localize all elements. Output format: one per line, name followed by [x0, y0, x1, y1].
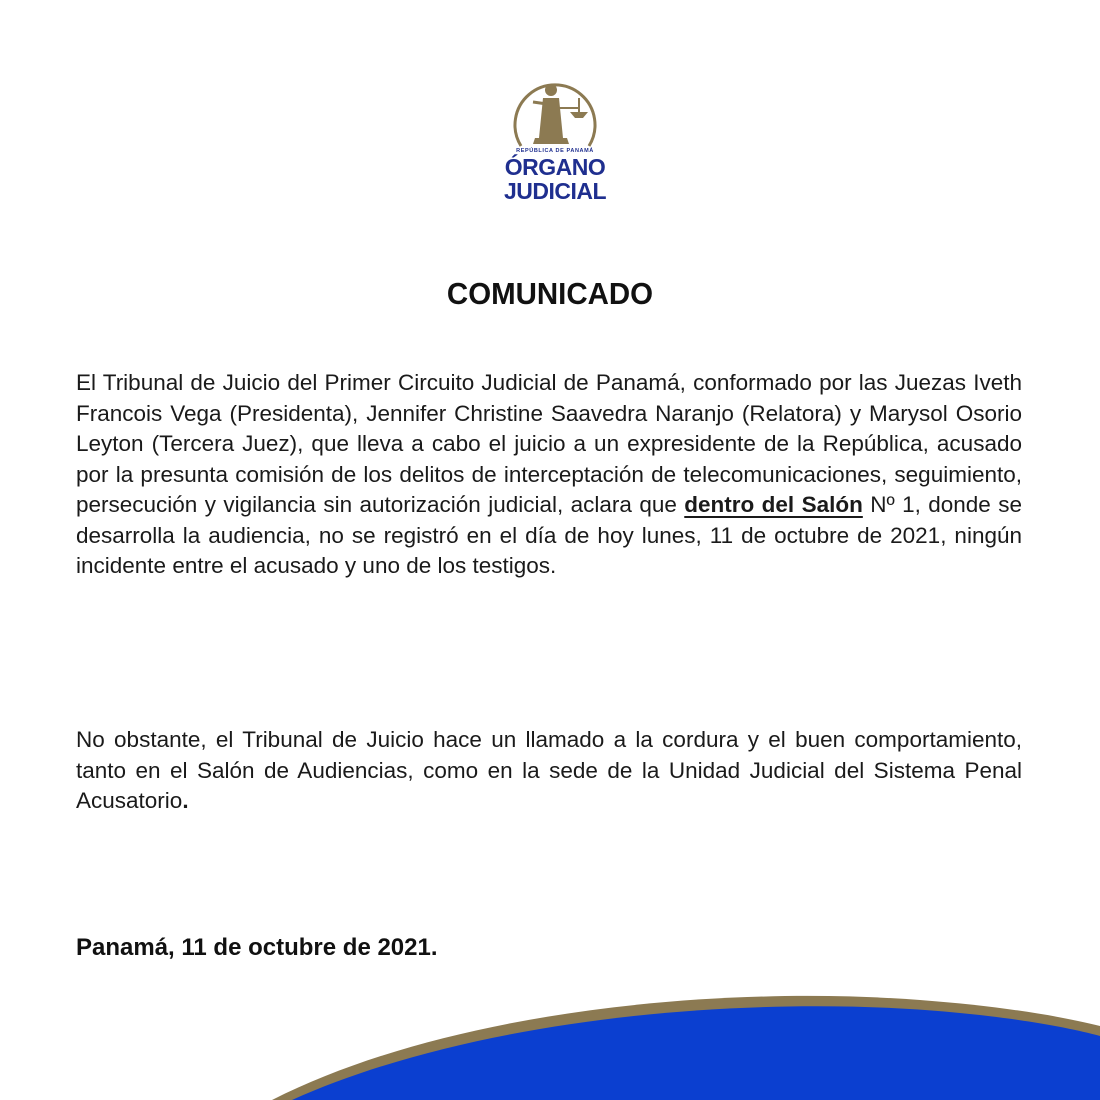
justice-emblem-icon	[507, 68, 603, 152]
logo-republic-text: REPÚBLICA DE PANAMÁ	[516, 148, 594, 154]
paragraph-2-end: .	[182, 788, 189, 813]
paragraph-1-text-end: Nº 1, donde se desarrolla la audiencia, no se registró en el día de hoy lunes, 11 de octubre de 2021, ningún incidente entre el acusado y uno de los testigos.	[76, 492, 1022, 578]
body-paragraph-2	[76, 725, 1022, 817]
logo-line-judicial: JUDICIAL	[503, 178, 607, 204]
paragraph-2-text: No obstante, el Tribunal de Juicio hace un llamado a la cordura y el buen comportamiento, tanto en el Salón de Audiencias, como en la sede de la Unidad Judicial del Sistema Penal Acusatorio	[76, 727, 1022, 813]
organo-judicial-logo	[495, 68, 615, 208]
paragraph-1-text-start: El Tribunal de Juicio del Primer Circuito Judicial de Panamá, conformado por las Juezas Iveth Francois Vega (Presidenta), Jennifer Christine Saavedra Naranjo (Relatora) y Marysol Osorio Leyton (Tercera Juez), que lleva a cabo el juicio a un expresidente de la República, acusado por la presunta comisión de los delitos de interceptación de telecomunicaciones, seguimiento, persecución y vigilancia sin autorización judicial, aclara que	[76, 370, 1022, 517]
body-paragraph-1	[76, 368, 1022, 582]
paragraph-1-emphasis: dentro del Salón	[684, 492, 863, 517]
page-title: COMUNICADO	[446, 276, 654, 311]
closing-date-line: Panamá, 11 de octubre de 2021.	[76, 934, 438, 961]
logo-line-organo: ÓRGANO	[504, 154, 606, 180]
